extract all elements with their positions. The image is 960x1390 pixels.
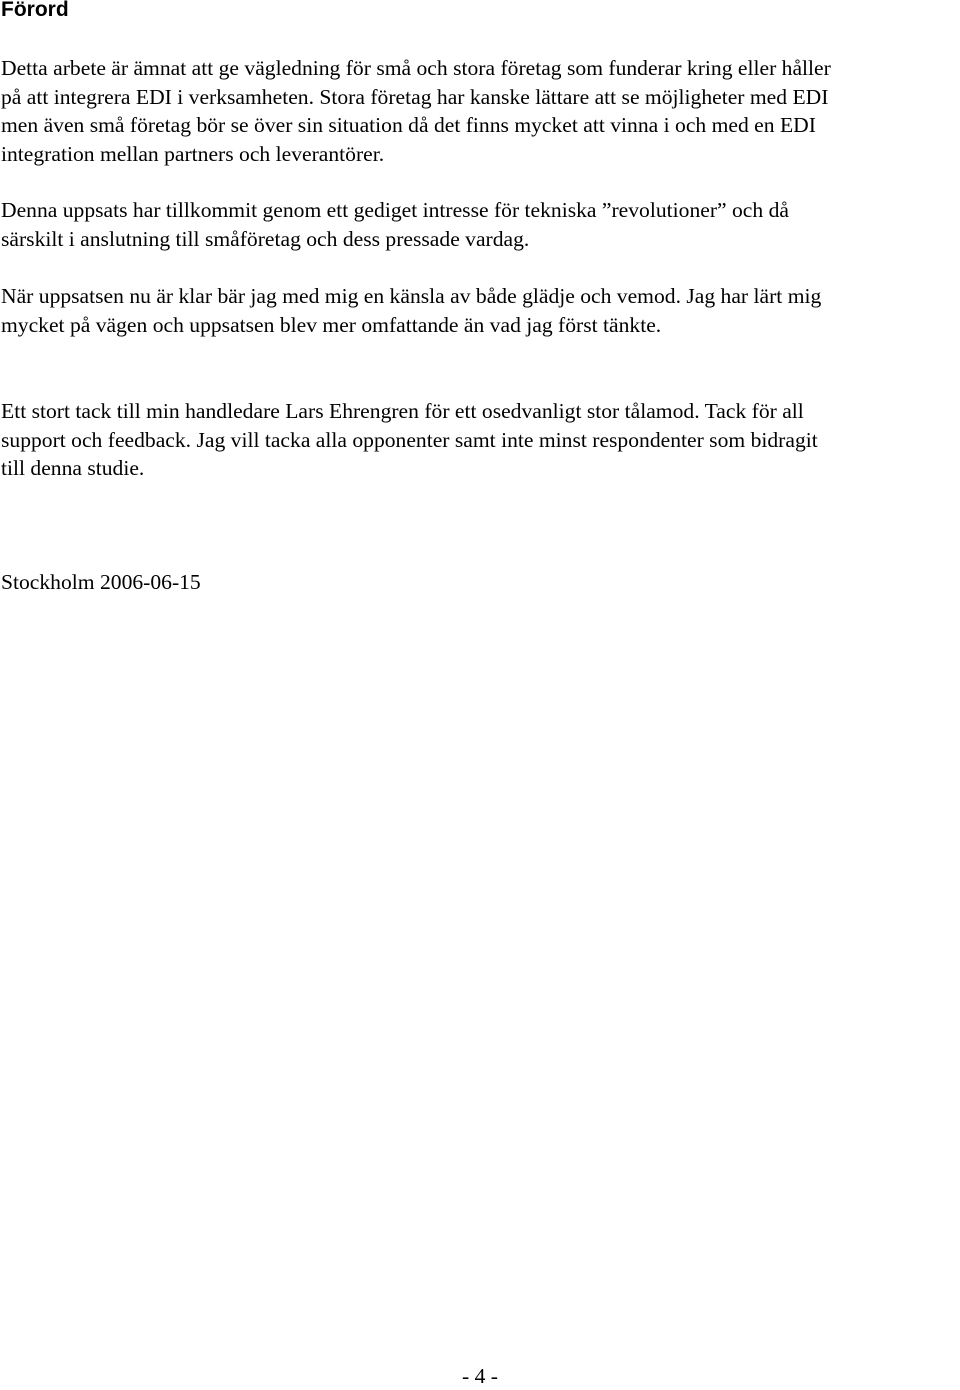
- text-line: Denna uppsats har tillkommit genom ett gediget intresse för tekniska ”revolutioner” och då: [1, 198, 789, 222]
- text-line: Ett stort tack till min handledare Lars Ehrengren för ett osedvanligt stor tålamod. Tack för all: [1, 399, 804, 423]
- page-title: Förord: [1, 0, 69, 21]
- text-line: När uppsatsen nu är klar bär jag med mig en känsla av både glädje och vemod. Jag har lärt mig: [1, 284, 822, 308]
- text-line: men även små företag bör se över sin situation då det finns mycket att vinna i och med en EDI: [1, 113, 816, 138]
- paragraph-motivation: [1, 196, 951, 253]
- text-line: till denna studie.: [1, 456, 145, 481]
- text-line: support och feedback. Jag vill tacka alla opponenter samt inte minst respondenter som bidragit: [1, 427, 818, 452]
- text-line: på att integrera EDI i verksamheten. Stora företag har kanske lättare att se möjligheter med EDI: [1, 84, 829, 109]
- place-and-date: Stockholm 2006-06-15: [1, 570, 201, 594]
- text-line: mycket på vägen och uppsatsen blev mer omfattande än vad jag först tänkte.: [1, 312, 662, 337]
- paragraph-reflection: [1, 282, 951, 339]
- page-number: - 4 -: [462, 1364, 498, 1388]
- text-line: särskilt i anslutning till småföretag och dess pressade vardag.: [1, 226, 530, 251]
- paragraph-acknowledgements: [1, 397, 951, 483]
- paragraph-purpose: [1, 54, 951, 169]
- text-line: Detta arbete är ämnat att ge vägledning för små och stora företag som funderar kring eller håller: [1, 56, 831, 80]
- text-line: integration mellan partners och leverantörer.: [1, 142, 385, 167]
